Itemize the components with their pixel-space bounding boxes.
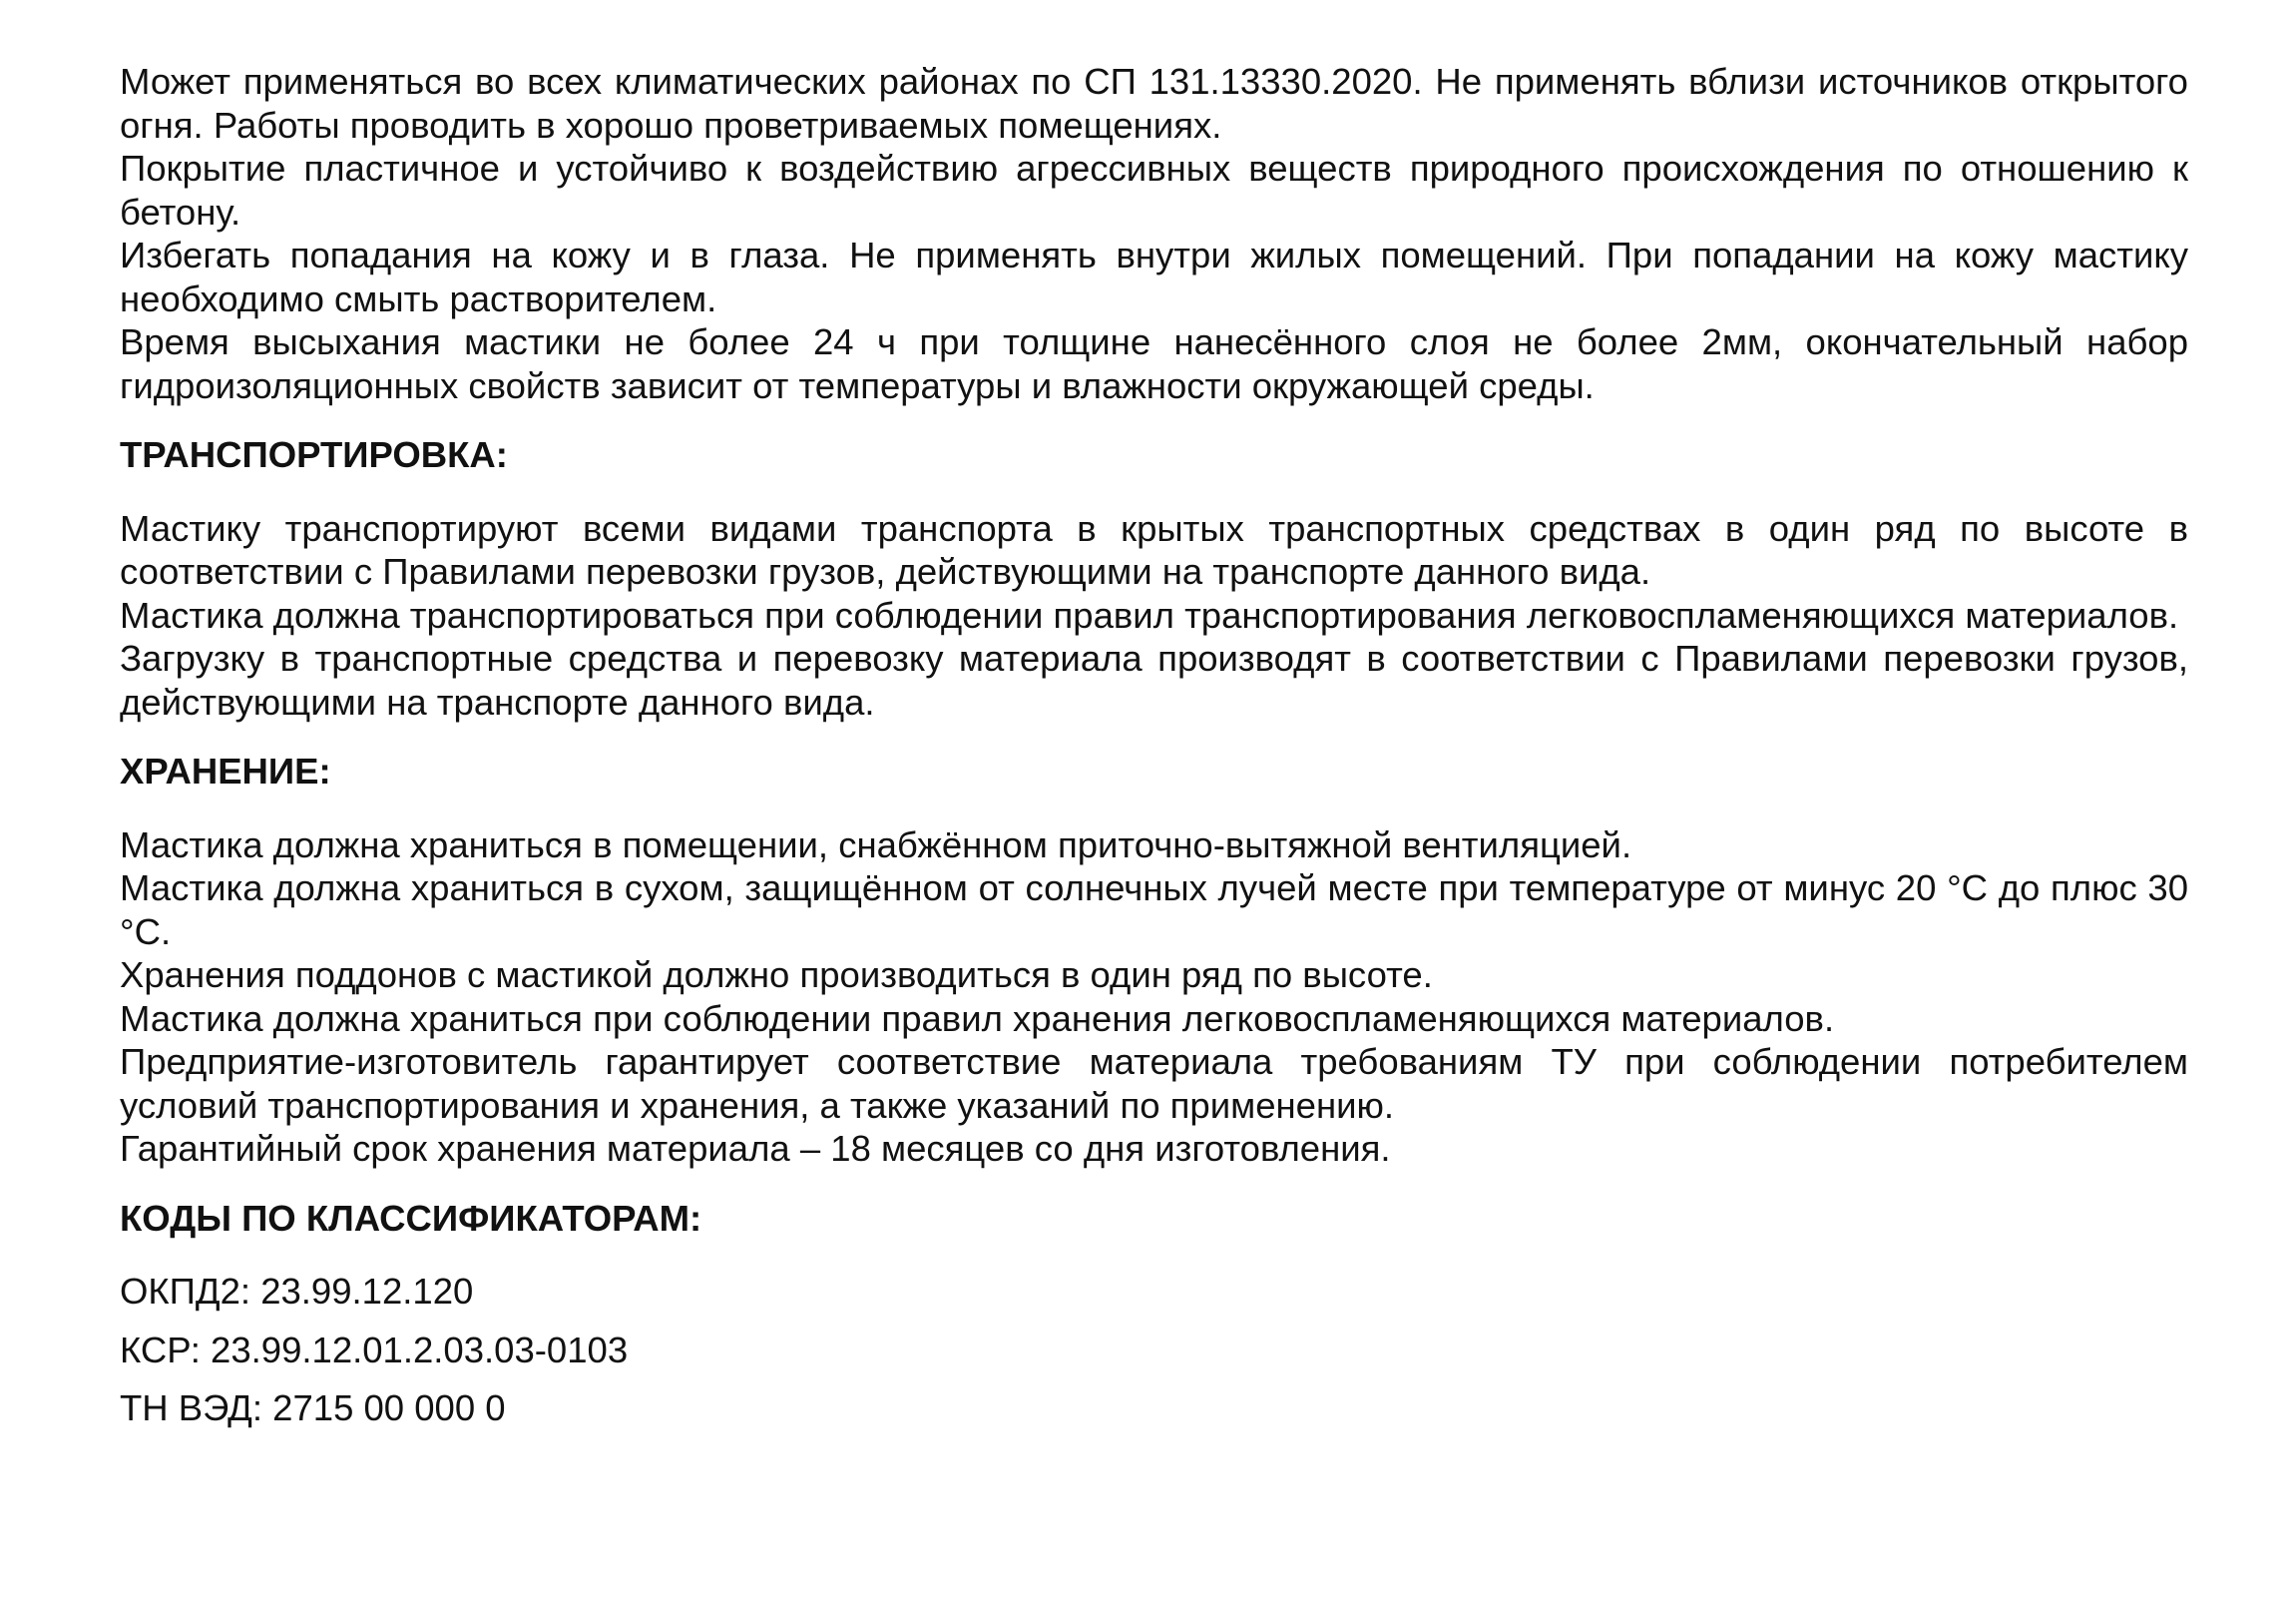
intro-paragraph: Избегать попадания на кожу и в глаза. Не применять внутри жилых помещений. При попадании на кожу мастику необходимо смыть растворителем. [120,235,2188,319]
storage-paragraph: Мастика должна храниться в помещении, снабжённом приточно-вытяжной вентиляцией. [120,823,1632,865]
intro-paragraph: Может применяться во всех климатических районах по СП 131.13330.2020. Не применять вблизи источников открытого огня. Работы проводить в хорошо проветриваемых помещениях. [120,61,2188,146]
code-tn-ved: ТН ВЭД: 2715 00 000 0 [120,1387,506,1428]
storage-paragraph: Хранения поддонов с мастикой должно производиться в один ряд по высоте. [120,954,1433,995]
transport-heading: ТРАНСПОРТИРОВКА: [120,434,508,475]
code-okpd2: ОКПД2: 23.99.12.120 [120,1271,474,1312]
transport-paragraph: Мастику транспортируют всеми видами транспорта в крытых транспортных средствах в один ряд по высоте в соответствии с Правилами перевозки грузов, действующими на транспорте данного вида. [120,507,2188,592]
code-ksr: КСР: 23.99.12.01.2.03.03-0103 [120,1329,629,1370]
codes-section [120,1270,2188,1430]
storage-section [120,823,2188,1171]
intro-section [120,60,2188,407]
storage-paragraph: Мастика должна храниться при соблюдении правил хранения легковоспламеняющихся материалов. [120,997,1835,1039]
codes-heading: КОДЫ ПО КЛАССИФИКАТОРАМ: [120,1197,702,1239]
intro-paragraph: Покрытие пластичное и устойчиво к воздействию агрессивных веществ природного происхождения по отношению к бетону. [120,148,2188,233]
transport-paragraph: Загрузку в транспортные средства и перевозку материала производят в соответствии с Правилами перевозки грузов, действующими на транспорте данного вида. [120,638,2188,723]
storage-heading: ХРАНЕНИЕ: [120,751,331,792]
storage-paragraph: Мастика должна храниться в сухом, защищённом от солнечных лучей месте при температуре от минус 20 °С до плюс 30 °С. [120,867,2188,952]
document-page [120,60,2188,1430]
storage-paragraph: Гарантийный срок хранения материала – 18 месяцев со дня изготовления. [120,1128,1391,1169]
transport-section [120,507,2188,725]
transport-paragraph: Мастика должна транспортироваться при соблюдении правил транспортирования легковоспламеняющихся материалов. [120,594,2179,636]
storage-paragraph: Предприятие-изготовитель гарантирует соответствие материала требованиям ТУ при соблюдении потребителем условий транспортирования и хранения, а также указаний по применению. [120,1041,2188,1126]
intro-paragraph: Время высыхания мастики не более 24 ч при толщине нанесённого слоя не более 2мм, окончательный набор гидроизоляционных свойств зависит от температуры и влажности окружающей среды. [120,321,2188,406]
